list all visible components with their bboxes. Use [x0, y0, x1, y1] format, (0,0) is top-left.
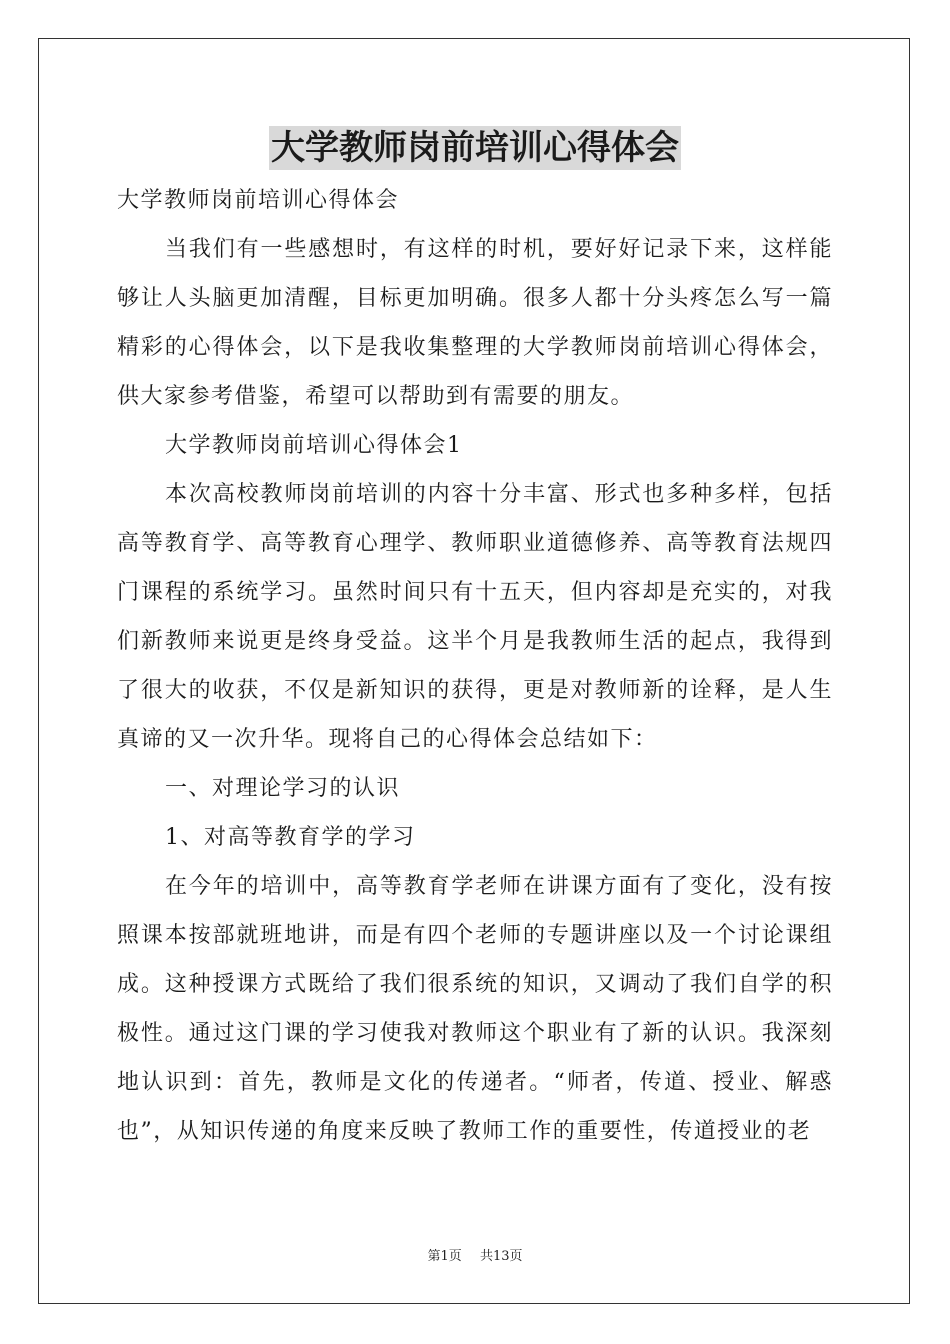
- body-paragraph: 本次高校教师岗前培训的内容十分丰富、形式也多种多样，包括高等教育学、高等教育心理学、教师职业道德修养、高等教育法规四门课程的系统学习。虽然时间只有十五天，但内容却是充实的，对我们新教师来说更是终身受益。这半个月是我教师生活的起点，我得到了很大的收获，不仅是新知识的获得，更是对教师新的诠释，是人生真谛的又一次升华。现将自己的心得体会总结如下：: [117, 482, 833, 752]
- subsection-heading: 一、对理论学习的认识: [165, 776, 401, 801]
- body-paragraph: 在今年的培训中，高等教育学老师在讲课方面有了变化，没有按照课本按部就班地讲，而是有四个老师的专题讲座以及一个讨论课组成。这种授课方式既给了我们很系统的知识，又调动了我们自学的积极性。通过这门课的学习使我对教师这个职业有了新的认识。我深刻地认识到：首先，教师是文化的传递者。“师者，传道、授业、解惑也”，从知识传递的角度来反映了教师工作的重要性，传道授业的老: [117, 874, 833, 1144]
- page-total: 共13页: [479, 1249, 523, 1264]
- intro-paragraph: 当我们有一些感想时，有这样的时机，要好好记录下来，这样能够让人头脑更加清醒，目标更加明确。很多人都十分头疼怎么写一篇精彩的心得体会，以下是我收集整理的大学教师岗前培训心得体会，供大家参考借鉴，希望可以帮助到有需要的朋友。: [117, 237, 833, 409]
- section-heading: 大学教师岗前培训心得体会1: [165, 433, 463, 458]
- document-title: [0, 126, 950, 176]
- document-subtitle: 大学教师岗前培训心得体会: [117, 188, 400, 213]
- document-title-text: 大学教师岗前培训心得体会: [271, 128, 679, 168]
- subsection-heading: 1、对高等教育学的学习: [165, 825, 416, 850]
- page-footer: [0, 1245, 950, 1264]
- document-body: [117, 176, 833, 1156]
- page-number: 第1页: [427, 1249, 462, 1264]
